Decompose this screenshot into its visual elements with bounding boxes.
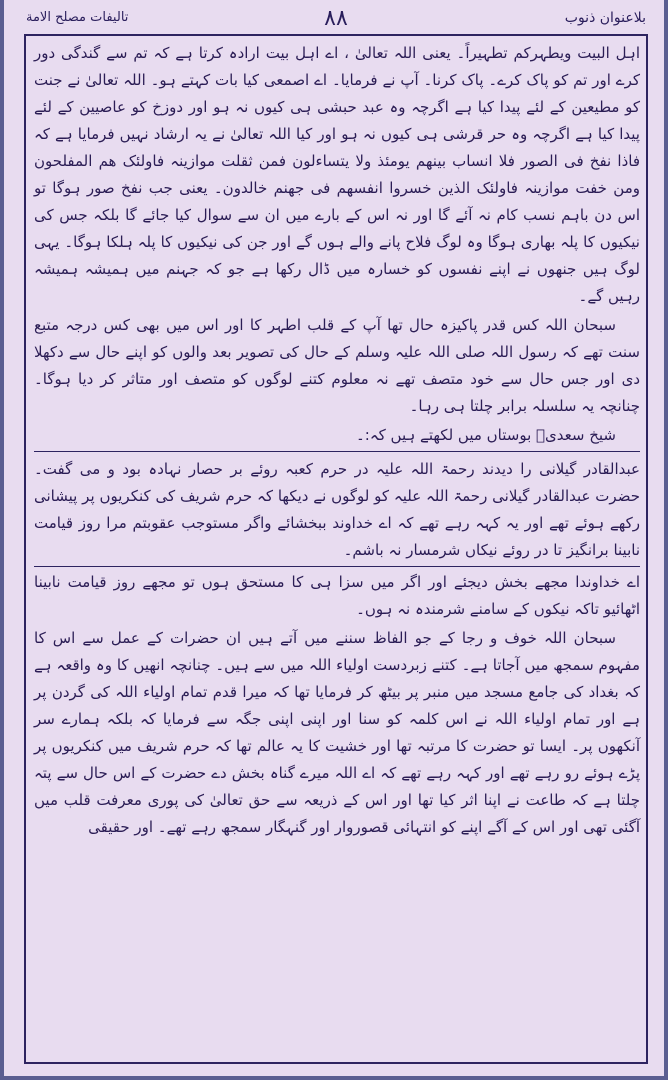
paragraph-sheikh-saadi-heading: شیخ سعدیؒ بوستاں میں لکھتے ہیں کہ:۔ [356, 426, 616, 444]
paragraph-persian-quote: عبدالقادر گیلانی را دیدند رحمۃ اللہ علیہ در حرم کعبہ روئے بر حصار نہادہ بود و می گفت۔ حضرت عبدالقادر گیلانی رحمۃ اللہ علیہ کو لوگوں نے دیکھا کہ حرم شریف کی کنکریوں پر پیشانی رکھے ہوئے تھے اور یہ کہہ رہے تھے کہ اے خداوند ببخشائے واگر مستوجب عقوبتم مرا روز قیامت نابینا برانگیز تا در روئے نیکاں شرمسار نہ باشم۔ [34, 451, 640, 567]
paragraph-translation: اے خداوندا مجھے بخش دیجئے اور اگر میں سزا ہی کا مستحق ہوں تو مجھے روز قیامت نابینا اٹھائیو تاکہ نیکوں کے سامنے شرمندہ نہ ہوں۔ [34, 573, 640, 618]
book-title: تالیفات مصلح الامة [26, 10, 129, 25]
running-title: بلاعنوان ذنوب [564, 10, 646, 26]
body-text [34, 40, 640, 843]
paragraph-subhanallah: سبحان اللہ کس قدر پاکیزہ حال تھا آپ کے قلب اطہر کا اور اس میں بھی کس درجہ متبع سنت تھے کہ رسول اللہ صلی اللہ علیہ وسلم کے حال کی تصویر بعد والوں کو اپنے حال سے دکھلا دی اور جس حال سے خود متصف تھے نہ معلوم کتنے لوگوں کو متصف اور متاثر کر دیا ہوگا۔ چنانچہ یہ سلسلہ برابر چلتا ہی رہا۔ [34, 316, 640, 415]
page-number: ۸۸ [324, 6, 348, 31]
page-header [26, 6, 646, 34]
paragraph-quran-explanation: اہل البیت ویطہرکم تطہیراً۔ یعنی اللہ تعالیٰ ، اے اہل بیت ارادہ کرتا ہے کہ تم سے گندگی دور کرے اور تم کو پاک کرے۔ پاک کرنا۔ آپ نے فرمایا۔ اے اصمعی کیا بات کہتے ہو۔ اللہ تعالیٰ نے جنت کو مطیعین کے لئے پیدا کیا ہے اگرچہ وہ عبد حبشی ہی کیوں نہ ہو اور دوزخ کو عاصیین کے لئے پیدا کیا ہے اگرچہ وہ حر قرشی ہی کیوں نہ ہو اور کیا اللہ تعالیٰ نے یہ ارشاد نہیں فرمایا ہے کہ فاذا نفخ فی الصور فلا انساب بینھم یومئذ ولا یتساءلون فمن ثقلت موازینہ فاولئک ھم المفلحون ومن خفت موازینہ فاولئک الذین خسروا انفسھم فی جھنم خالدون۔ یعنی جب نفخ صور ہوگا تو اس دن باہم نسب کام نہ آئے گا اور نہ اس کے بارے میں ان سے سوال کیا جائے گا بلکہ جس کی نیکیوں کا پلہ بھاری ہوگا وہ لوگ فلاح پانے والے ہوں گے اور جن کی نیکیوں کا پلہ ہلکا ہوگا۔ یہی لوگ ہیں جنھوں نے اپنے نفسوں کو خسارہ میں ڈال رکھا ہے جو کہ جہنم میں ہمیشہ ہمیشہ رہیں گے۔ [34, 44, 640, 305]
book-page [4, 0, 664, 1076]
paragraph-khauf-raja: سبحان اللہ خوف و رجا کے جو الفاظ سننے میں آتے ہیں ان حضرات کے عمل سے اس کا مفہوم سمجھ میں آجاتا ہے۔ کتنے زبردست اولیاء اللہ میں سے ہیں۔ چنانچہ انھیں کا وہ واقعہ ہے کہ بغداد کی جامع مسجد میں منبر پر بیٹھ کر فرمایا تھا کہ میرا قدم تمام اولیاء اللہ کی گردن پر ہے اور تمام اولیاء اللہ نے اس کلمہ کو سنا اور اپنی اپنی جگہ سے فرمایا کہ بلکہ ہمارے سر آنکھوں پر۔ ایسا تو حضرت کا مرتبہ تھا اور خشیت کا یہ عالم تھا کہ حرم شریف میں کنکریوں پر پڑے ہوئے رو رہے تھے اور کہہ رہے تھے کہ اے اللہ میرے گناہ بخش دے حضرت کے اس حال سے پتہ چلتا ہے کہ طاعت نے اپنا اثر کیا تھا اور اس کے ذریعہ سے حق تعالیٰ کی پوری معرفت قلب میں آگئی تھی اور اس کے آگے اپنے کو انتہائی قصوروار اور گنہگار سمجھ رہے تھے۔ اور حقیقی [34, 629, 640, 836]
